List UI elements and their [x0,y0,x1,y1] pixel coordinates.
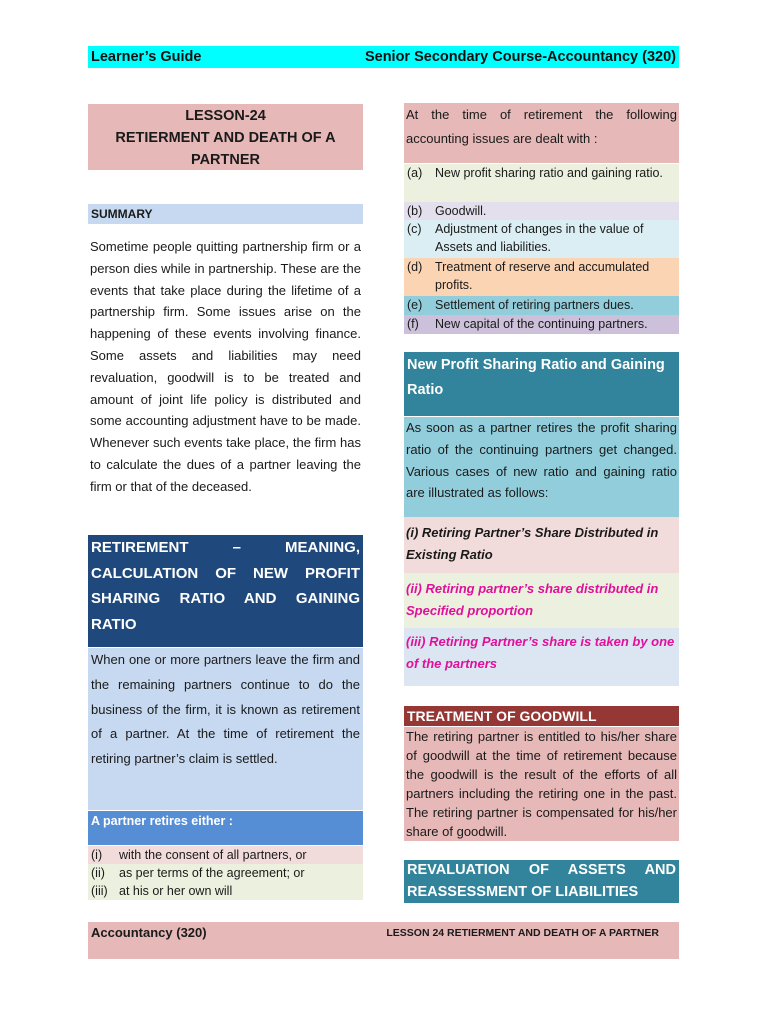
goodwill-text: The retiring partner is entitled to his/her share of goodwill at the time of retirement because the goodwill is the result of the efforts of all partners including the retiring one in the past. The retiring partner is compensated for his/her share of goodwill. [406,729,677,839]
case-item: (i) Retiring Partner’s Share Distributed in Existing Ratio [404,517,679,573]
retirement-heading-line: RATIO [91,615,137,633]
issue-item-text: Adjustment of changes in the value of Assets and liabilities. [435,222,644,254]
issue-item-number: (c) [407,222,422,236]
issue-item-number: (b) [407,204,423,218]
retirement-text: When one or more partners leave the firm and the remaining partners continue to do the business of the firm, it is known as retirement of a partner. At the time of retirement the retiring partner’s claim is settled. [88,648,363,810]
lesson-title-line: PARTNER [190,152,260,168]
footer-left: Accountancy (320) [91,925,207,940]
issue-item [404,296,679,315]
goodwill-heading: TREATMENT OF GOODWILL [404,706,679,726]
issue-item-text: New capital of the continuing partners. [435,317,648,331]
header-left: Learner’s Guide [91,49,202,65]
retirement-heading-line: RETIREMENT – MEANING, [91,539,360,556]
list-item-number: (i) [91,848,103,862]
issue-item-text: Goodwill. [435,204,487,218]
list-item-text: with the consent of all partners, or [119,848,307,862]
list-item-number: (iii) [91,884,108,898]
retires-heading: A partner retires either : [88,811,363,845]
issue-item-number: (d) [407,260,423,274]
lesson-title [88,104,363,170]
issue-item-text: Treatment of reserve and accumulated profits. [435,260,650,292]
issue-item [404,164,679,202]
revaluation-heading-line: REASSESSMENT OF LIABILITIES [407,883,639,900]
page-header [88,46,679,68]
list-item [88,882,363,900]
list-item [88,864,363,882]
revaluation-heading-line: REVALUATION OF ASSETS AND [407,862,676,878]
issue-item-number: (f) [407,317,419,331]
case-item: (ii) Retiring partner’s share distributed in Specified proportion [404,573,679,628]
retirement-heading-line: SHARING RATIO AND GAINING [91,590,360,607]
issue-item-text: New profit sharing ratio and gaining ratio. [435,166,663,180]
new-ratio-text: As soon as a partner retires the profit sharing ratio of the continuing partners get changed. Various cases of new ratio and gaining ratio are illustrated as follows: [404,417,679,517]
summary-text: Sometime people quitting partnership firm or a person dies while in partnership. These are the events that take place during the lifetime of a partnership firm. Some issues arise on the happening of these events involving finance. Some assets and liabilities may need revaluation, goodwill is to be treated and amount of joint life policy is distributed and some accounting adjustment have to be made. Whenever such events take place, the firm has to calculate the dues of a partner leaving the firm or that of the deceased. [90,239,361,494]
list-item [88,846,363,864]
header-right: Senior Secondary Course-Accountancy (320) [364,49,676,65]
lesson-number: LESSON-24 [185,108,266,124]
issue-item [404,202,679,220]
retirement-heading-line: CALCULATION OF NEW PROFIT [91,564,360,582]
case-item: (iii) Retiring Partner’s share is taken by one of the partners [404,628,679,686]
list-item-text: as per terms of the agreement; or [119,866,305,880]
issue-item [404,220,679,258]
retirement-heading [88,535,363,647]
new-ratio-heading: New Profit Sharing Ratio and Gaining Ratio [404,352,679,416]
issue-item-number: (a) [407,166,423,180]
issue-item-number: (e) [407,298,423,312]
lesson-title-line: RETIERMENT AND DEATH OF A [115,130,336,146]
list-item-number: (ii) [91,866,105,880]
issue-item [404,258,679,296]
issue-item-text: Settlement of retiring partners dues. [435,298,634,312]
page-footer [88,922,679,959]
summary-heading: SUMMARY [88,204,363,224]
list-item-text: at his or her own will [119,884,233,898]
issue-item [404,315,679,334]
revaluation-heading [404,860,679,903]
issues-intro: At the time of retirement the following accounting issues are dealt with : [404,103,679,163]
footer-right: LESSON 24 RETIERMENT AND DEATH OF A PARTNER [386,927,659,939]
